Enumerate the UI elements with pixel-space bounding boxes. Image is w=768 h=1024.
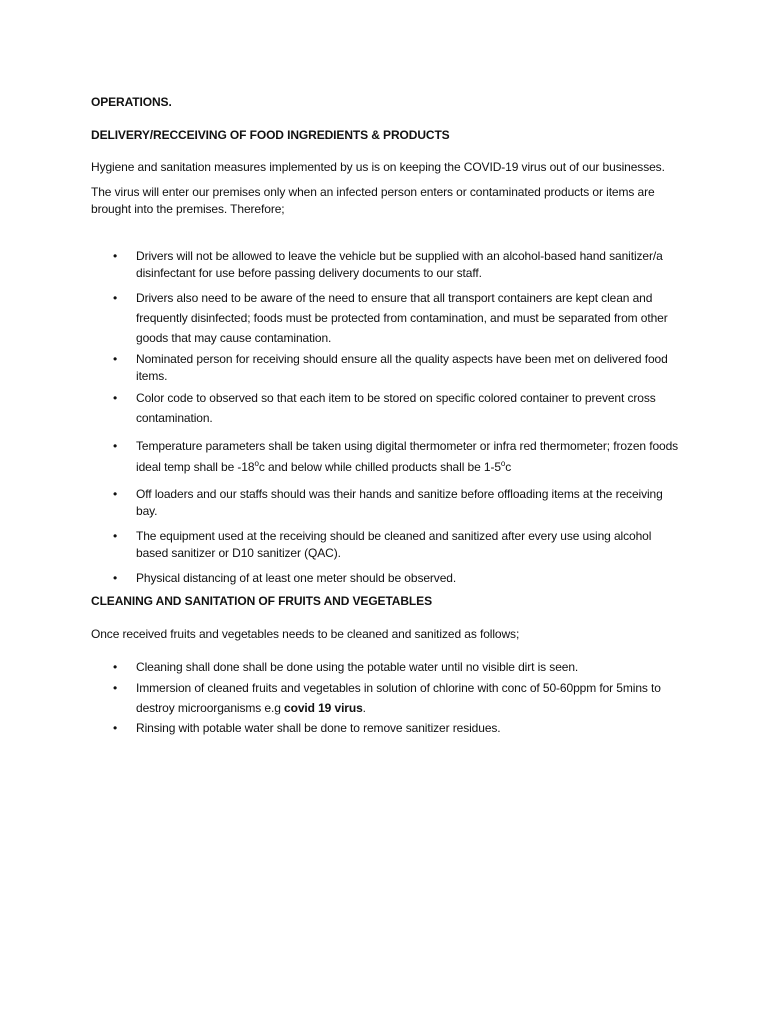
list-item xyxy=(91,528,681,562)
list-item xyxy=(91,720,681,737)
list-item-text: Off loaders and our staffs should was their hands and sanitize before offloading items at the receiving bay. xyxy=(136,487,663,518)
document-body xyxy=(91,94,681,737)
immersion-text-end: . xyxy=(362,701,366,715)
paragraph-once-received: Once received fruits and vegetables needs to be cleaned and sanitized as follows; xyxy=(91,627,520,641)
temperature-text-part1: Temperature parameters shall be taken using digital thermometer or infra red thermometer; frozen foods ideal temp shall be -18 xyxy=(136,439,679,474)
degree-symbol: o xyxy=(500,459,506,468)
list-item-text xyxy=(136,681,661,715)
list-item-text: Drivers also need to be aware of the need to ensure that all transport containers are kept clean and frequently disinfected; foods must be protected from contamination, and must be separated from other goods that may cause contamination. xyxy=(136,291,668,345)
immersion-text: Immersion of cleaned fruits and vegetables in solution of chlorine with conc of 50-60ppm for 5mins to destroy microorganisms e.g xyxy=(136,681,661,715)
section-heading-delivery: DELIVERY/RECCEIVING OF FOOD INGREDIENTS & PRODUCTS xyxy=(91,128,450,142)
list-item-text: Nominated person for receiving should ensure all the quality aspects have been met on delivered food items. xyxy=(136,352,668,383)
bullet-icon: • xyxy=(113,291,118,305)
list-item-text xyxy=(136,439,678,474)
list-item xyxy=(91,570,681,587)
covid-virus-bold: covid 19 virus xyxy=(284,701,363,715)
bullet-icon: • xyxy=(113,487,118,501)
list-item-text: Color code to observed so that each item to be stored on specific colored container to prevent cross contamination. xyxy=(136,391,656,425)
list-item-text: Drivers will not be allowed to leave the vehicle but be supplied with an alcohol-based hand sanitizer/a disinfectant for use before passing delivery documents to our staff. xyxy=(136,249,663,280)
list-item-text: The equipment used at the receiving should be cleaned and sanitized after every use using alcohol based sanitizer or D10 sanitizer (QAC). xyxy=(136,529,652,560)
list-item xyxy=(91,438,681,476)
list-item xyxy=(91,351,681,385)
bullet-icon: • xyxy=(113,391,118,405)
temperature-text-part2: c and below while chilled products shall be 1-5 xyxy=(258,460,501,474)
paragraph-virus: The virus will enter our premises only when an infected person enters or contaminated products or items are brought into the premises. Therefore; xyxy=(91,185,655,216)
bullet-icon: • xyxy=(113,529,118,543)
bullet-icon: • xyxy=(113,681,118,695)
bullet-icon: • xyxy=(113,249,118,263)
paragraph-hygiene: Hygiene and sanitation measures implemented by us is on keeping the COVID-19 virus out of our businesses. xyxy=(91,160,665,174)
list-item xyxy=(91,288,681,348)
list-item xyxy=(91,248,681,282)
temperature-text-part3: c xyxy=(505,460,512,474)
degree-symbol: o xyxy=(254,459,259,468)
list-item-text: Physical distancing of at least one meter should be observed. xyxy=(136,571,457,585)
list-item xyxy=(91,659,681,676)
bullet-icon: • xyxy=(113,571,118,585)
cleaning-bullet-list xyxy=(91,659,681,737)
bullet-icon: • xyxy=(113,439,118,453)
list-item-text: Cleaning shall done shall be done using the potable water until no visible dirt is seen. xyxy=(136,660,579,674)
list-item xyxy=(91,486,681,520)
list-item xyxy=(91,678,681,718)
section-heading-cleaning: CLEANING AND SANITATION OF FRUITS AND VEGETABLES xyxy=(91,594,432,608)
bullet-icon: • xyxy=(113,660,118,674)
delivery-bullet-list xyxy=(91,248,681,587)
document-title: OPERATIONS. xyxy=(91,95,172,109)
bullet-icon: • xyxy=(113,721,118,735)
list-item xyxy=(91,388,681,428)
bullet-icon: • xyxy=(113,352,118,366)
list-item-text: Rinsing with potable water shall be done to remove sanitizer residues. xyxy=(136,721,501,735)
